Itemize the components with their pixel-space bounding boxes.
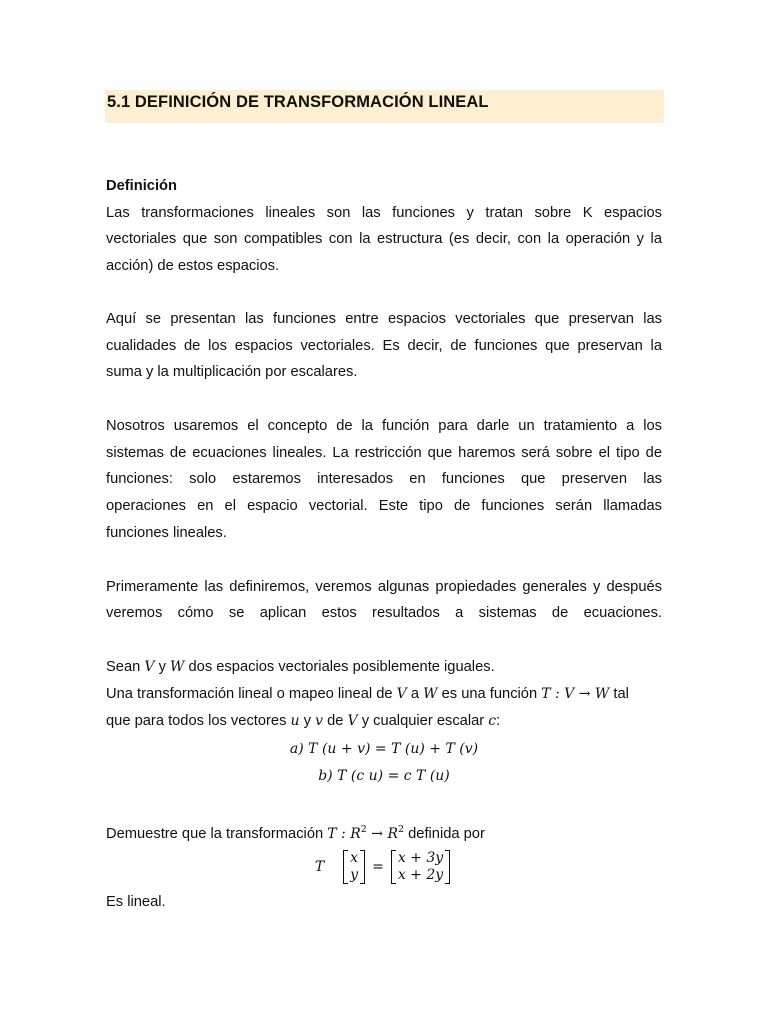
que-text-1: que para todos los vectores bbox=[106, 713, 291, 729]
demuestre-text-1: Demuestre que la transformación bbox=[106, 826, 328, 842]
section-heading: 5.1 DEFINICIÓN DE TRANSFORMACIÓN LINEAL bbox=[107, 93, 489, 111]
input-vector bbox=[343, 850, 365, 884]
sean-text-1: Sean bbox=[106, 659, 145, 675]
paragraph-4-line-1: Primeramente las definiremos, veremos algunas propiedades generales y después bbox=[106, 579, 662, 595]
matrix-entry: y bbox=[350, 867, 359, 883]
paragraph-2-line-3: suma y la multiplicación por escalares. bbox=[106, 364, 358, 380]
demuestre-text-2: definida por bbox=[404, 826, 485, 842]
mapping-formula: T : V → W bbox=[541, 686, 610, 702]
matrix-entry: x + 2y bbox=[397, 867, 444, 883]
symbol-V: V bbox=[144, 659, 155, 675]
symbol-R: R bbox=[350, 826, 361, 842]
symbol-T: T bbox=[314, 859, 325, 875]
symbol-V: V bbox=[396, 686, 407, 702]
una-text-1: Una transformación lineal o mapeo lineal de bbox=[106, 686, 397, 702]
demuestre-line bbox=[106, 821, 662, 842]
que-text-4: y cualquier escalar bbox=[357, 713, 489, 729]
que-text-5: : bbox=[496, 713, 501, 729]
symbol-v: v bbox=[315, 713, 323, 729]
section-heading-box bbox=[105, 90, 664, 123]
una-text-4: tal bbox=[609, 686, 629, 702]
symbol-V: V bbox=[347, 713, 358, 729]
sean-text-3: dos espacios vectoriales posiblemente iguales. bbox=[184, 659, 495, 675]
que-text-2: y bbox=[299, 713, 316, 729]
paragraph-2-line-2: cualidades de los espacios vectoriales. Es decir, de funciones que preservan la bbox=[106, 338, 662, 354]
paragraph-1-line-1: Las transformaciones lineales son las funciones y tratan sobre K espacios bbox=[106, 205, 662, 221]
paragraph-3-line-1: Nosotros usaremos el concepto de la función para darle un tratamiento a los bbox=[106, 418, 662, 434]
una-text-3: es una función bbox=[437, 686, 542, 702]
right-bracket bbox=[445, 850, 450, 884]
symbol-R: R bbox=[387, 826, 398, 842]
paragraph-4-line-2: veremos cómo se aplican estos resultados a sistemas de ecuaciones. bbox=[106, 605, 662, 621]
paragraph-1-line-3: acción) de estos espacios. bbox=[106, 258, 280, 274]
symbol-W: W bbox=[423, 686, 438, 702]
vectors-line bbox=[106, 712, 662, 730]
paragraph-1-line-2: vectoriales que son compatibles con la estructura (es decir, con la operación y la bbox=[106, 231, 662, 247]
symbol-T: T : bbox=[327, 826, 351, 842]
paragraph-3-line-4: operaciones en el espacio vectorial. Este tipo de funciones serán llamadas bbox=[106, 498, 662, 514]
matrix-equation bbox=[0, 848, 768, 886]
right-bracket bbox=[360, 850, 365, 884]
definition-line bbox=[106, 685, 662, 703]
paragraph-3-line-3: funciones: solo estaremos interesados en funciones que preserven las bbox=[106, 471, 662, 487]
equals-sign: = bbox=[372, 859, 384, 875]
symbol-u: u bbox=[290, 713, 300, 729]
es-lineal: Es lineal. bbox=[106, 894, 166, 910]
que-text-3: de bbox=[323, 713, 348, 729]
una-text-2: a bbox=[406, 686, 424, 702]
paragraph-3-line-2: sistemas de ecuaciones lineales. La restricción que haremos será sobre el tipo de bbox=[106, 445, 662, 461]
matrix-entry: x + 3y bbox=[397, 850, 444, 866]
output-vector bbox=[391, 850, 450, 884]
symbol-c: c bbox=[488, 713, 497, 729]
sean-text-2: y bbox=[154, 659, 171, 675]
exponent: 2 bbox=[397, 824, 405, 835]
exponent: 2 bbox=[360, 824, 367, 835]
paragraph-3-line-5: funciones lineales. bbox=[106, 525, 227, 541]
paragraph-2-line-1: Aquí se presentan las funciones entre espacios vectoriales que preservan las bbox=[106, 311, 662, 327]
definition-title: Definición bbox=[106, 178, 177, 194]
sean-line bbox=[106, 658, 662, 676]
symbol-W: W bbox=[170, 659, 185, 675]
property-a: a) T (u + v) = T (u) + T (v) bbox=[289, 741, 479, 757]
matrix-entry: x bbox=[350, 850, 359, 866]
property-b: b) T (c u) = c T (u) bbox=[318, 768, 450, 784]
arrow-symbol: → bbox=[366, 826, 388, 842]
